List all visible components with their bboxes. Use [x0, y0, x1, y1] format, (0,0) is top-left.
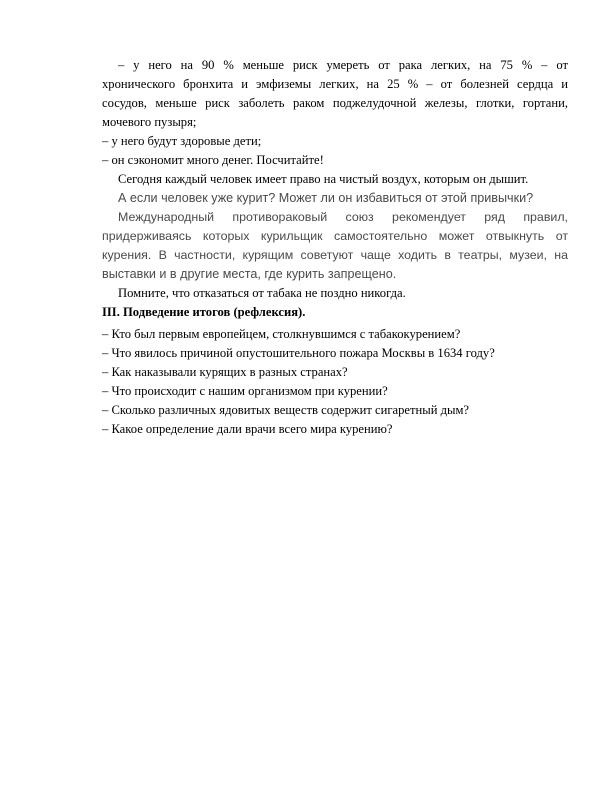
save-money-line: – он сэкономит много денег. Посчитайте! — [102, 153, 324, 167]
text-line: – у него на 90 % меньше риск умереть от рака легких, на 75 % – от — [118, 58, 568, 72]
list-item: – Сколько различных ядовитых веществ содержит сигаретный дым? — [102, 403, 470, 417]
remember-line: Помните, что отказаться от табака не поздно никогда. — [118, 286, 406, 300]
question-line: А если человек уже курит? Может ли он избавиться от этой привычки? — [118, 191, 534, 205]
clean-air-line: Сегодня каждый человек имеет право на чистый воздух, которым он дышит. — [118, 172, 529, 186]
text-line: мочевого пузыря; — [102, 115, 197, 129]
list-item: – Кто был первым европейцем, столкнувшимся с табакокурением? — [102, 327, 461, 341]
text-line: придерживаясь которых курильщик самостоятельно может отвыкнуть от — [102, 229, 568, 243]
text-line: хронического бронхита и эмфиземы легких, на 25 % – от болезней сердца и — [102, 77, 568, 91]
text-line: выставки и в другие места, где курить запрещено. — [102, 267, 397, 281]
list-item: – Что происходит с нашим организмом при курении? — [102, 384, 388, 398]
list-item: – Как наказывали курящих в разных странах? — [102, 365, 348, 379]
section-heading: III. Подведение итогов (рефлексия). — [102, 305, 306, 319]
text-line: сосудов, меньше риск заболеть раком поджелудочной железы, глотки, гортани, — [102, 96, 568, 110]
text-line: Международный противораковый союз рекомендует ряд правил, — [118, 210, 568, 224]
list-item: – Что явилось причиной опустошительного пожара Москвы в 1634 году? — [102, 346, 495, 360]
list-item: – Какое определение дали врачи всего мира курению? — [102, 422, 393, 436]
healthy-children-line: – у него будут здоровые дети; — [102, 134, 262, 148]
text-line: курения. В частности, курящим советуют чаще ходить в театры, музеи, на — [102, 248, 568, 262]
